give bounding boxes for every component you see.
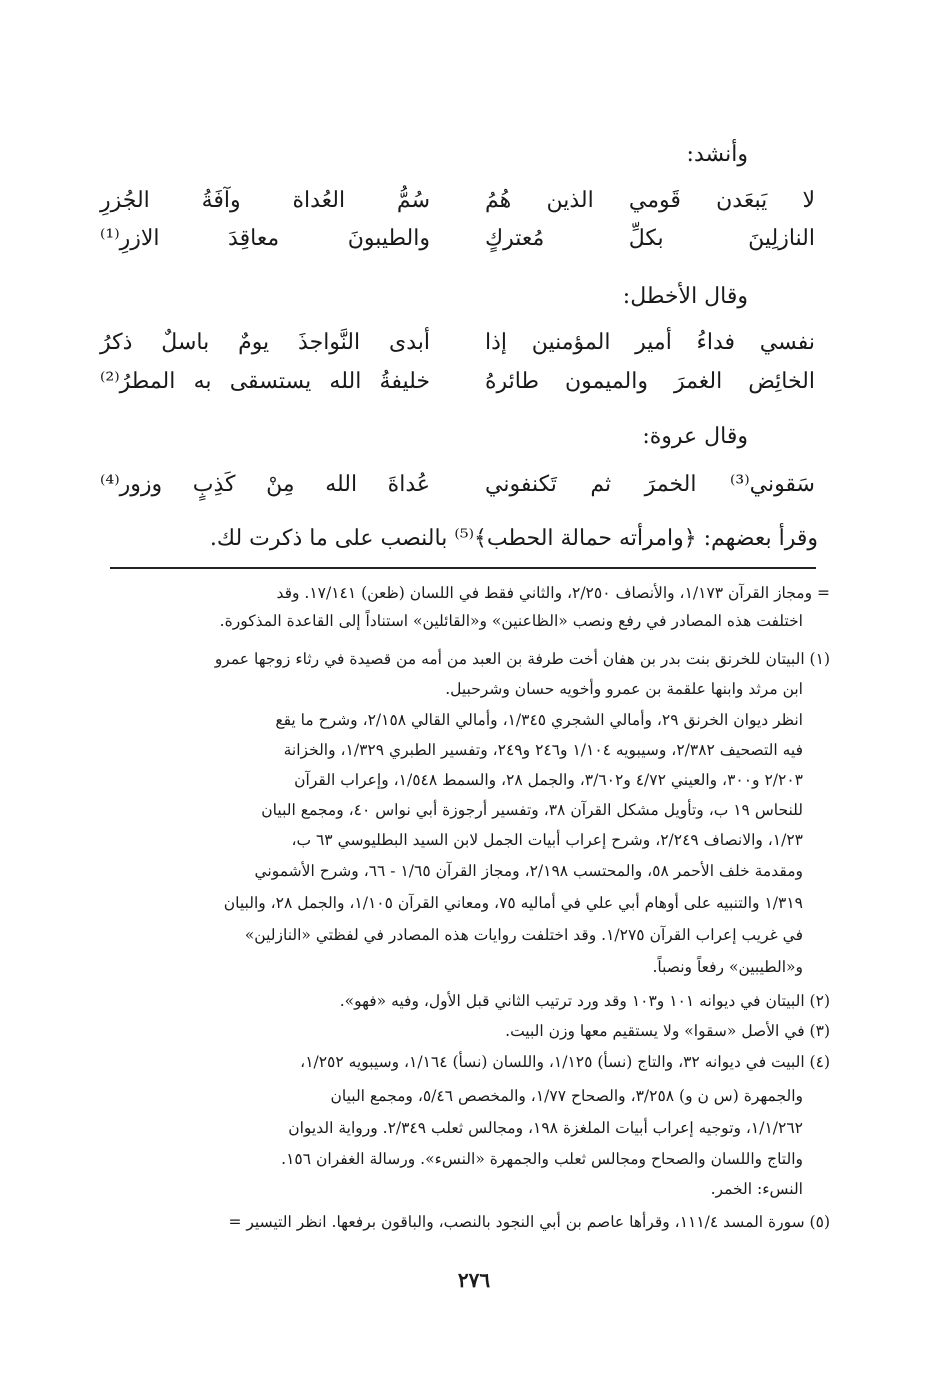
page-number: ٢٧٦ (457, 1268, 491, 1292)
footnote-line: ١/١/٢٦٢، وتوجيه إعراب أبيات الملغزة ١٩٨، ومجالس ثعلب ٢/٣٤٩. ورواية الديوان (288, 1119, 803, 1137)
poem-verse-2a (100, 330, 815, 374)
hemistich-left: عُداةَ الله مِنْ كَذِبٍ وزور⁽⁴⁾ (100, 472, 430, 497)
hemistich-right: لا يَبعَدن قَومي الذين هُمُ (485, 188, 815, 213)
footnote-line: و«الطيبين» رفعاً ونصباً. (652, 958, 803, 976)
footnote-line: (٣) في الأصل «سقوا» ولا يستقيم معها وزن البيت. (505, 1022, 830, 1040)
footnote-line: (١) البيتان للخرنق بنت بدر بن هفان أخت طرفة بن العبد من أمه من قصيدة في رثاء زوجها عمرو (214, 650, 830, 668)
poem-verse-3 (100, 472, 815, 516)
footnote-line: والجمهرة (س ن و) ٣/٢٥٨، والصحاح ١/٧٧، والمخصص ٥/٤٦، ومجمع البيان (330, 1087, 803, 1105)
hemistich-left: خليفةُ الله يستسقى به المطرُ⁽²⁾ (100, 369, 430, 394)
hemistich-right: النازلِينَ بكلِّ مُعتركٍ (485, 226, 815, 251)
footnote-line: (٢) البيتان في ديوانه ١٠١ و١٠٣ وقد ورد ترتيب الثاني قبل الأول، وفيه «فهو». (339, 992, 830, 1010)
poem-verse-2b (100, 369, 815, 413)
footnote-line: والتاج واللسان والصحاح ومجالس ثعلب والجمهرة «النسء». ورسالة الغفران ١٥٦. (281, 1150, 803, 1168)
footnote-line: ومقدمة خلف الأحمر ٥٨، والمحتسب ٢/١٩٨، ومجاز القرآن ١/٦٥ - ٦٦، وشرح الأشموني (254, 862, 803, 880)
footnote-line: (٥) سورة المسد ١١١/٤، وقرأها عاصم بن أبي النجود بالنصب، والباقون برفعها. انظر التيسير = (228, 1213, 830, 1231)
hemistich-left: أبدى النَّواجذَ يومٌ باسلٌ ذكرُ (100, 330, 430, 355)
footnote-line: اختلفت هذه المصادر في رفع ونصب «الظاعنين» و«القائلين» استناداً إلى القاعدة المذكورة. (219, 612, 803, 630)
footnote-line: ١/٣١٩ والتنبيه على أوهام أبي علي في أماليه ٧٥، ومعاني القرآن ١/١٠٥، والجمل ٢٨، والبيان (223, 894, 803, 912)
hemistich-right: سَقوني⁽³⁾ الخمرَ ثم تَكنفوني (485, 472, 815, 497)
footnote-line: فيه التصحيف ٢/٣٨٢، وسيبويه ١/١٠٤ و٢٤٦ و٢٤٩، وتفسير الطبري ١/٣٢٩، والخزانة (283, 741, 803, 759)
footnote-line: ١/٢٣، والانصاف ٢/٢٤٩، وشرح إعراب أبيات الجمل لابن السيد البطليوسي ٦٣ ب، (291, 831, 803, 849)
verse-intro-3: وقال عروة: (642, 424, 748, 449)
footnote-line: النسء: الخمر. (710, 1180, 803, 1198)
closing-line: وقرأ بعضهم: ﴿وامرأته حمالة الحطب﴾⁽⁵⁾ بالنصب على ما ذكرت لك. (209, 526, 818, 551)
footnote-line: في غريب إعراب القرآن ١/٢٧٥. وقد اختلفت روايات هذه المصادر في لفظتي «النازلين» (244, 926, 803, 944)
footnote-line: انظر ديوان الخرنق ٢٩، وأمالي الشجري ١/٣٤٥، وأمالي القالي ٢/١٥٨، وشرح ما يقع (275, 711, 803, 729)
verse-intro-2: وقال الأخطل: (622, 284, 748, 309)
hemistich-left: سُمُّ العُداة وآفَةُ الجُزرِ (100, 188, 430, 213)
verse-intro-1: وأنشد: (686, 142, 748, 167)
footnote-line: (٤) البيت في ديوانه ٣٢، والتاج (نسأ) ١/١٢٥، واللسان (نسأ) ١/١٦٤، وسيبويه ١/٢٥٢، (300, 1053, 830, 1071)
hemistich-right: نفسي فداءُ أمير المؤمنين إذا (485, 330, 815, 355)
hemistich-left: والطيبونَ معاقِدَ الازرِ⁽¹⁾ (100, 226, 430, 251)
footnote-line: ابن مرثد وابنها علقمة بن عمرو وأخويه حسان وشرحبيل. (445, 680, 803, 698)
footnote-line: للنحاس ١٩ ب، وتأويل مشكل القرآن ٣٨، وتفسير أرجوزة أبي نواس ٤٠، ومجمع البيان (261, 801, 803, 819)
footnote-line: = ومجاز القرآن ١/١٧٣، والأنصاف ٢/٢٥٠، والثاني فقط في اللسان (ظعن) ١٧/١٤١. وقد (276, 584, 830, 602)
hemistich-right: الخائِض الغمرَ والميمون طائرهُ (485, 369, 815, 394)
poem-verse-1b (100, 226, 815, 270)
footnote-divider (110, 567, 816, 569)
footnote-line: ٢/٢٠٣ و٣٠٠، والعيني ٤/٧٢ و٣/٦٠٢، والجمل ٢٨، والسمط ١/٥٤٨، وإعراب القرآن (294, 771, 803, 789)
